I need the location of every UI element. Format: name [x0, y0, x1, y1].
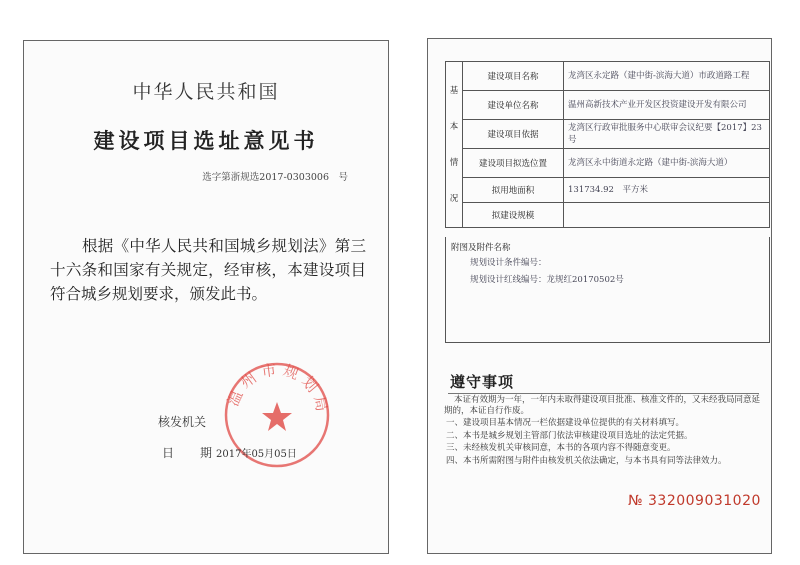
- country-header: 中华人民共和国: [132, 81, 280, 103]
- side-char: 况: [449, 193, 459, 204]
- table-row: [446, 91, 770, 120]
- document-number: 选字第浙规选2017-0303006 号: [202, 172, 348, 183]
- row-value-land-area: 131734.92 平方米: [564, 178, 770, 203]
- svg-text:温州市规划局: 温州市规划局: [223, 360, 332, 418]
- basic-info-table: [445, 61, 770, 228]
- issuer-label: 核发机关: [158, 415, 207, 429]
- serial-number: № 332009031020: [628, 493, 761, 509]
- row-value-scale: [564, 203, 770, 228]
- attachments-box: [445, 237, 770, 343]
- table-row: [446, 120, 770, 149]
- table-row: [446, 203, 770, 228]
- row-value-unit-name: 温州高新技术产业开发区投资建设开发有限公司: [564, 91, 770, 120]
- row-label-unit-name: 建设单位名称: [463, 91, 564, 120]
- date-label: 日期: [162, 446, 239, 460]
- row-value-location: 龙湾区永中街道永定路（建中街-滨海大道）: [564, 149, 770, 178]
- row-value-basis: 龙湾区行政审批服务中心联审会议纪要【2017】23号: [564, 120, 770, 149]
- row-label-location: 建设项目拟选位置: [463, 149, 564, 178]
- table-row: [446, 178, 770, 203]
- side-char: 本: [449, 121, 459, 132]
- table-row: [446, 149, 770, 178]
- attachments-title: 附图及附件名称: [451, 243, 511, 253]
- notice-divider: [448, 393, 759, 394]
- row-value-project-name: 龙湾区永定路（建中街-滨海大道）市政道路工程: [564, 62, 770, 91]
- row-label-basis: 建设项目依据: [463, 120, 564, 149]
- list-item: 四、本书所需附图与附件由核发机关依法确定，与本书具有同等法律效力。: [446, 455, 727, 466]
- right-page: [427, 38, 772, 554]
- body-text: 根据《中华人民共和国城乡规划法》第三十六条和国家有关规定，经审核，本建设项目符合城乡规划要求，颁发此书。: [50, 237, 366, 303]
- issue-date: 2017年05月05日: [216, 449, 297, 460]
- notice-title: 遵守事项: [450, 373, 515, 391]
- planning-condition-number: 规划设计条件编号：: [470, 258, 547, 268]
- list-item: 二、本书是城乡规划主管部门依法审核建设项目选址的法定凭据。: [446, 430, 693, 441]
- row-label-scale: 拟建设规模: [463, 203, 564, 228]
- table-row: [446, 62, 770, 91]
- left-page: [23, 40, 389, 554]
- notice-list: [444, 417, 762, 467]
- side-char: 基: [449, 85, 459, 96]
- list-item: 三、未经核发机关审核同意，本书的各项内容不得随意变更。: [446, 443, 676, 453]
- row-label-project-name: 建设项目名称: [463, 62, 564, 91]
- list-item: 一、建设项目基本情况一栏依据建设单位提供的有关材料填写。: [446, 418, 685, 428]
- document-title: 建设项目选址意见书: [93, 128, 319, 153]
- row-label-land-area: 拟用地面积: [463, 178, 564, 203]
- notice-intro: 本证有效期为一年，一年内未取得建设项目批准、核准文件的，又未经我局同意延期的，本证自行作废。: [444, 395, 761, 416]
- side-char: 情: [449, 157, 459, 168]
- red-line-number: 规划设计红线编号：龙规红20170502号: [470, 275, 624, 285]
- basic-info-side-label: [446, 62, 463, 228]
